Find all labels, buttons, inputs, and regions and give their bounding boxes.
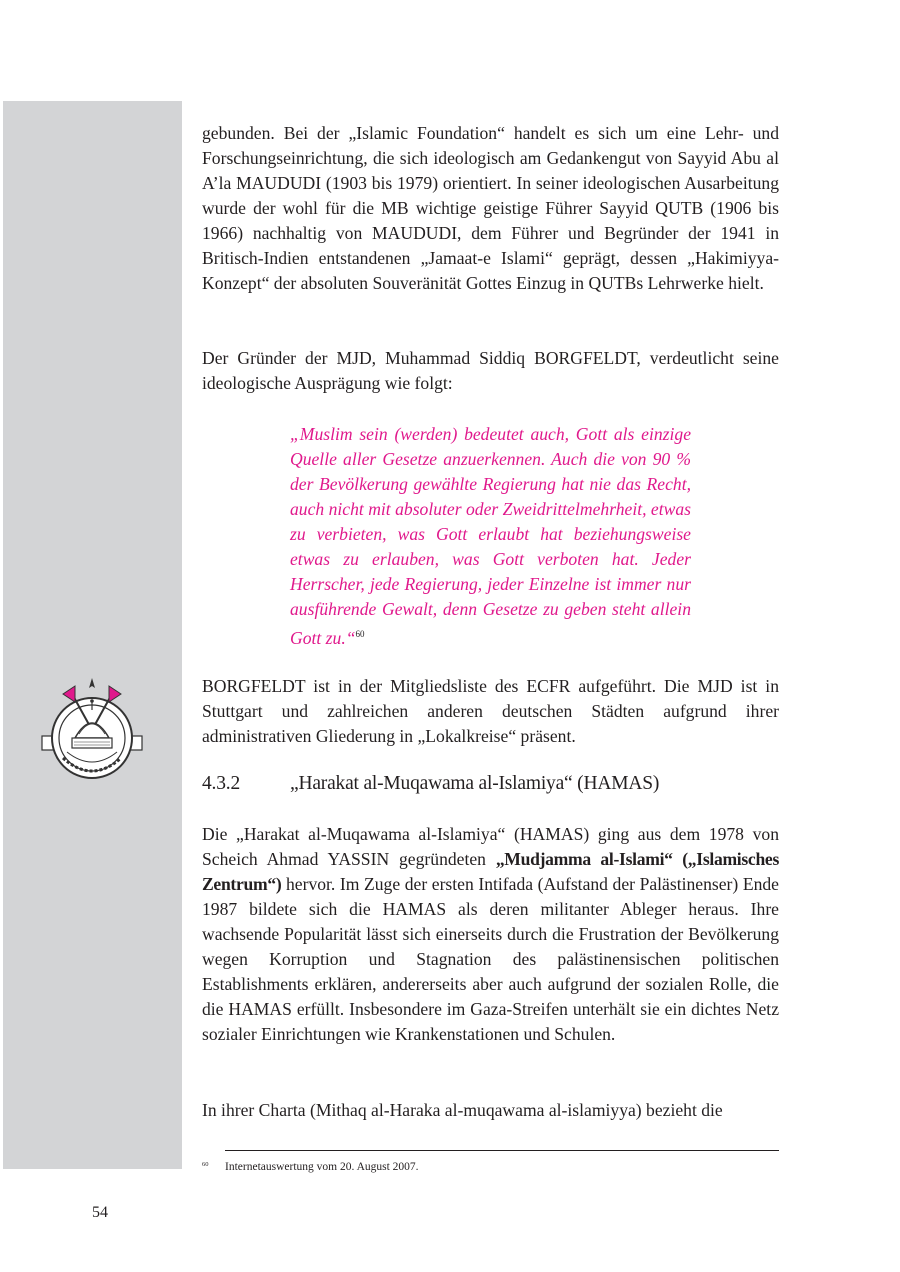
body-paragraph-2: Der Gründer der MJD, Muhammad Siddiq BORGFELDT, verdeutlicht seine ideologische Ausprägung wie folgt:	[202, 348, 779, 393]
section-heading	[202, 770, 779, 798]
footnote-divider	[225, 1150, 779, 1151]
footnote-reference[interactable]: 60	[355, 629, 365, 639]
body-paragraph-1: gebunden. Bei der „Islamic Foundation“ handelt es sich um eine Lehr- und Forschungseinrichtung, die sich ideologisch am Gedankengut von Sayyid Abu al A’la MAUDUDI (1903 bis 1979) orientiert. In seiner ideologischen Ausarbeitung wurde der wohl für die MB wichtige geistige Führer Sayyid QUTB (1906 bis 1966) nachhaltig von MAUDUDI, dem Führer und Begründer der 1941 in Britisch-Indien entstandenen „Jamaat-e Islami“ geprägt, dessen „Hakimiyya-Konzept“ der absoluten Souveränität Gottes Einzug in QUTBs Lehrwerke hielt.	[202, 123, 779, 293]
sidebar-band	[3, 101, 182, 1169]
footnote	[202, 1157, 779, 1175]
body-paragraph-5: In ihrer Charta (Mithaq al-Haraka al-muqawama al-islamiyya) bezieht die	[202, 1100, 723, 1120]
body-paragraph-3: BORGFELDT ist in der Mitgliedsliste des ECFR aufgeführt. Die MJD ist in Stuttgart und zahlreichen anderen deutschen Städten aufgrund ihrer administrativen Gliederung in „Lokalkreise“ präsent.	[202, 676, 779, 746]
section-number: 4.3.2	[202, 773, 241, 794]
footnote-number: 60	[202, 1161, 209, 1168]
quote-text: „Muslim sein (werden) bedeutet auch, Gott als einzige Quelle aller Gesetze anzuerkennen. Auch die von 90 % der Bevölkerung gewählte Regierung hat nie das Recht, auch nicht mit absoluter oder Zweidrittelmehrheit, etwas zu verbieten, was Gott erlaubt hat beziehungsweise etwas zu erlauben, was Gott verboten hat. Jeder Herrscher, jede Regierung, jeder Einzelne ist immer nur ausführende Gewalt, denn Gesetze zu geben steht allein Gott zu.“	[290, 424, 691, 648]
footnote-text: Internetauswertung vom 20. August 2007.	[225, 1161, 419, 1173]
emphasized-term: „Mudjamma al-Islami“ („Islamisches Zentrum“)	[202, 849, 779, 894]
paragraph-text-end: hervor. Im Zuge der ersten Intifada (Aufstand der Palästinenser) Ende 1987 bildete sich die HAMAS als deren militanter Ableger heraus. Ihre wachsende Popularität lässt sich einerseits durch die Frustration der Bevölkerung wegen Korruption und Stagnation des palästinensischen politischen Establishments erklären, andererseits aber auch aufgrund der sozialen Rolle, die die HAMAS erfüllt. Insbesondere im Gaza-Streifen unterhält sie ein dichtes Netz sozialer Einrichtungen wie Krankenstationen und Schulen.	[202, 874, 779, 1044]
section-title: „Harakat al-Muqawama al-Islamiya“ (HAMAS)	[290, 773, 660, 794]
hamas-emblem-icon	[41, 672, 143, 790]
body-paragraph-4	[202, 822, 779, 1047]
paragraph-text-start: Die „Harakat al-Muqawama al-Islamiya“ (HAMAS) ging aus dem 1978 von Scheich Ahmad YASSIN gegründeten	[202, 824, 779, 869]
block-quote	[290, 422, 691, 651]
page-number: 54	[92, 1204, 108, 1221]
